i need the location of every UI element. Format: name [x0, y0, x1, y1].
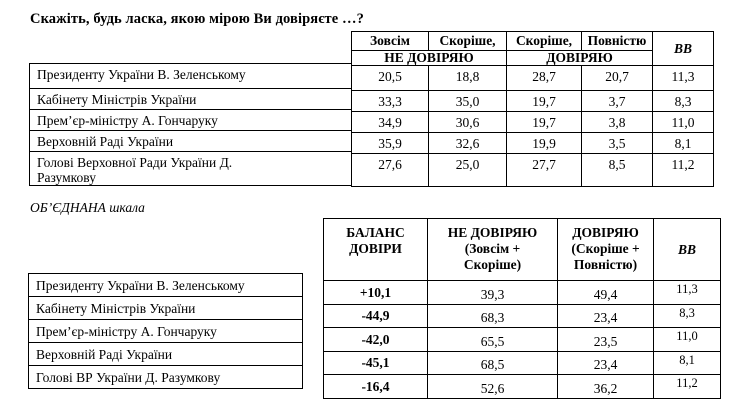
trust-header-main: ДОВІРЯЮ — [572, 225, 639, 240]
trust-cell: 49,4 — [558, 281, 654, 305]
table-row — [324, 375, 721, 399]
row-label-president: Президенту України В. Зеленському — [29, 274, 303, 297]
group-header-trust: ДОВІРЯЮ — [507, 51, 653, 66]
balance-cell: +10,1 — [324, 281, 428, 305]
value-cell: 20,7 — [582, 66, 653, 91]
trust-cell: 36,2 — [558, 375, 654, 399]
trust-table-labels — [29, 63, 352, 186]
table-row — [324, 328, 721, 352]
distrust-header-sub: (Зовсім + Скоріше) — [463, 241, 522, 272]
distrust-cell: 52,6 — [428, 375, 558, 399]
table-row — [29, 366, 303, 389]
trust-table-values — [351, 31, 714, 187]
value-cell: 18,8 — [429, 66, 507, 91]
distrust-cell: 65,5 — [428, 328, 558, 352]
balance-cell: -45,1 — [324, 352, 428, 375]
table-row — [352, 154, 714, 187]
col-header-skorishe-do: Скоріше, — [507, 32, 582, 51]
table-row — [29, 320, 303, 343]
group-header-distrust: НЕ ДОВІРЯЮ — [352, 51, 507, 66]
trust-cell: 23,4 — [558, 305, 654, 328]
row-label-pm: Прем’єр-міністру А. Гончаруку — [29, 320, 303, 343]
col-header-povnistyu: Повністю — [582, 32, 653, 51]
value-cell: 8,5 — [582, 154, 653, 187]
value-cell: 32,6 — [429, 133, 507, 154]
col-header-vv: ВВ — [653, 32, 714, 66]
row-label-rada: Верховній Раді України — [29, 343, 303, 366]
combined-table-values — [323, 218, 721, 399]
value-cell: 20,5 — [352, 66, 429, 91]
combined-table-labels — [28, 273, 303, 389]
row-label-rada: Верховній Раді України — [30, 131, 352, 152]
vv-cell: 11,3 — [654, 281, 721, 305]
value-cell: 3,7 — [582, 91, 653, 112]
row-label-cabinet: Кабінету Міністрів України — [29, 297, 303, 320]
table-row — [29, 297, 303, 320]
vv-cell: 8,3 — [653, 91, 714, 112]
balance-header-text: БАЛАНС ДОВІРИ — [346, 225, 405, 256]
header-row-top — [352, 32, 714, 51]
table-row — [324, 352, 721, 375]
value-cell: 25,0 — [429, 154, 507, 187]
col-header-vv: ВВ — [654, 219, 721, 281]
vv-cell: 8,1 — [653, 133, 714, 154]
value-cell: 19,7 — [507, 91, 582, 112]
value-cell: 27,7 — [507, 154, 582, 187]
question-title: Скажіть, будь ласка, якою мірою Ви довіряєте …? — [30, 11, 364, 27]
combined-scale-title: ОБ’ЄДНАНА шкала — [30, 200, 145, 215]
col-header-distrust — [428, 219, 558, 281]
row-label-razumkov — [30, 152, 352, 186]
balance-cell: -16,4 — [324, 375, 428, 399]
value-cell: 28,7 — [507, 66, 582, 91]
table-row — [324, 281, 721, 305]
value-cell: 3,5 — [582, 133, 653, 154]
distrust-header-main: НЕ ДОВІРЯЮ — [447, 225, 538, 240]
col-header-trust — [558, 219, 654, 281]
trust-cell: 23,4 — [558, 352, 654, 375]
row-label-razumkov: Голові ВР України Д. Разумкову — [29, 366, 303, 389]
table-row — [30, 89, 352, 110]
distrust-cell: 39,3 — [428, 281, 558, 305]
value-cell: 35,9 — [352, 133, 429, 154]
value-cell: 35,0 — [429, 91, 507, 112]
vv-cell: 11,2 — [654, 375, 721, 399]
col-header-skorishe-ne: Скоріше, — [429, 32, 507, 51]
balance-cell: -42,0 — [324, 328, 428, 352]
balance-cell: -44,9 — [324, 305, 428, 328]
header-row — [324, 219, 721, 281]
row-label-text: Голові Верховної Ради України Д. Разумкову — [37, 155, 233, 185]
vv-cell: 11,0 — [653, 112, 714, 133]
table-row — [324, 305, 721, 328]
distrust-cell: 68,3 — [428, 305, 558, 328]
value-cell: 3,8 — [582, 112, 653, 133]
table-row — [352, 133, 714, 154]
value-cell: 19,7 — [507, 112, 582, 133]
value-cell: 34,9 — [352, 112, 429, 133]
table-row — [352, 112, 714, 133]
trust-header-sub: (Скоріше + Повністю) — [571, 241, 640, 272]
col-header-zovsim: Зовсім — [352, 32, 429, 51]
table-row — [30, 131, 352, 152]
row-label-cabinet: Кабінету Міністрів України — [30, 89, 352, 110]
table-row — [29, 274, 303, 297]
vv-cell: 8,3 — [654, 305, 721, 328]
value-cell: 19,9 — [507, 133, 582, 154]
vv-cell: 11,2 — [653, 154, 714, 187]
col-header-balance — [324, 219, 428, 281]
vv-cell: 8,1 — [654, 352, 721, 375]
vv-cell: 11,3 — [653, 66, 714, 91]
table-row — [30, 110, 352, 131]
table-row — [352, 91, 714, 112]
value-cell: 30,6 — [429, 112, 507, 133]
row-label-pm: Прем’єр-міністру А. Гончаруку — [30, 110, 352, 131]
trust-cell: 23,5 — [558, 328, 654, 352]
table-row — [29, 343, 303, 366]
vv-cell: 11,0 — [654, 328, 721, 352]
distrust-cell: 68,5 — [428, 352, 558, 375]
table-row — [30, 152, 352, 186]
table-row — [352, 66, 714, 91]
table-row — [30, 64, 352, 89]
value-cell: 33,3 — [352, 91, 429, 112]
row-label-president: Президенту України В. Зеленському — [30, 64, 352, 89]
value-cell: 27,6 — [352, 154, 429, 187]
